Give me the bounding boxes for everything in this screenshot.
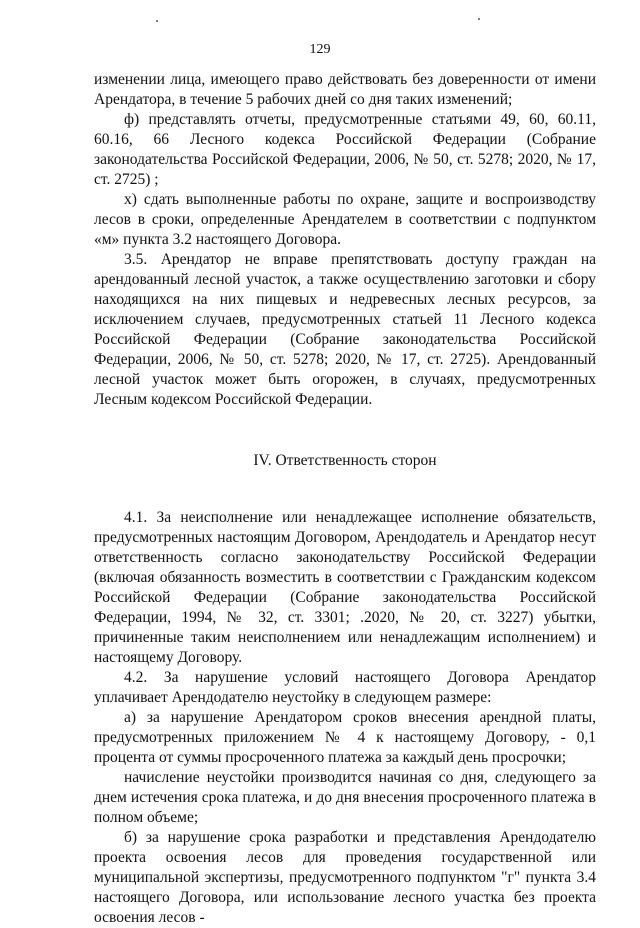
- paragraph: б) за нарушение срока разработки и представления Арендодателю проекта освоения лесов для проведения государственной или муниципальной экспертизы, предусмотренного подпунктом "г" пункта 3.4 настоящего Договора, или использование лесного участка без проекта освоения лесов -: [94, 829, 596, 926]
- page-number: 129: [309, 42, 331, 57]
- section-heading: IV. Ответственность сторон: [253, 452, 437, 469]
- paragraph: начисление неустойки производится начиная со дня, следующего за днем истечения срока платежа, и до дня внесения просроченного платежа в полном объеме;: [94, 769, 596, 826]
- scan-speck: [156, 20, 158, 22]
- paragraph: ф) представлять отчеты, предусмотренные статьями 49, 60, 60.11, 60.16, 66 Лесного кодекса Российской Федерации (Собрание законодательства Российской Федерации, 2006, № 50, ст. 5278; 2020, № 17, ст. 2725) ;: [94, 111, 596, 188]
- scan-speck: [478, 18, 480, 20]
- paragraph: а) за нарушение Арендатором сроков внесения арендной платы, предусмотренных приложением № 4 к настоящему Договору, - 0,1 процента от суммы просроченного платежа за каждый день просрочки;: [94, 709, 596, 766]
- paragraph: 4.1. За неисполнение или ненадлежащее исполнение обязательств, предусмотренных настоящим Договором, Арендодатель и Арендатор несут ответственность согласно законодательству Российской Федерации (включая обязанность возместить в соответствии с Гражданским кодексом Российской Федерации (Собрание законодательства Российской Федерации, 1994, № 32, ст. 3301; .2020, № 20, ст. 3227) убытки, причиненные таким неисполнением или ненадлежащим исполнением) и настоящему Договору.: [94, 509, 596, 666]
- document-body: [94, 70, 596, 928]
- paragraph: х) сдать выполненные работы по охране, защите и воспроизводству лесов в сроки, определенные Арендателем в соответствии с подпунктом «м» пункта 3.2 настоящего Договора.: [94, 191, 596, 248]
- paragraph: 3.5. Арендатор не вправе препятствовать доступу граждан на арендованный лесной участок, а также осуществлению заготовки и сбору находящихся на них пищевых и недревесных лесных ресурсов, за исключением случаев, предусмотренных статьей 11 Лесного кодекса Российской Федерации (Собрание законодательства Российской Федерации, 2006, № 50, ст. 5278; 2020, № 17, ст. 2725). Арендованный лесной участок может быть огорожен, в случаях, предусмотренных Лесным кодексом Российской Федерации.: [94, 251, 596, 408]
- paragraph: изменении лица, имеющего право действовать без доверенности от имени Арендатора, в течение 5 рабочих дней со дня таких изменений;: [94, 71, 596, 108]
- paragraph: 4.2. За нарушение условий настоящего Договора Арендатор уплачивает Арендодателю неустойку в следующем размере:: [94, 669, 596, 706]
